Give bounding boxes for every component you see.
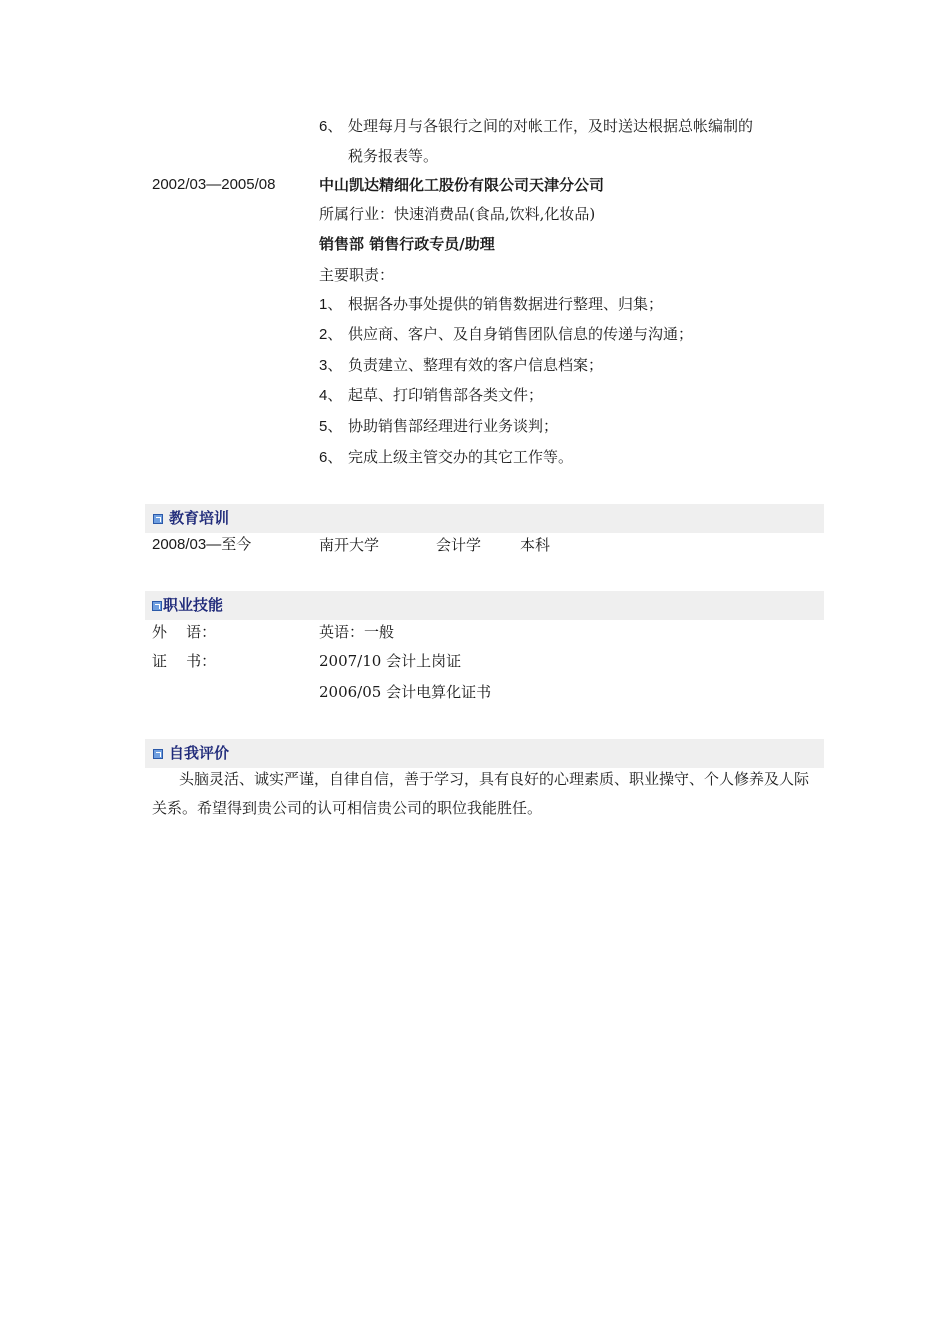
section-bullet-icon — [152, 601, 162, 611]
section-header-self-evaluation — [145, 739, 824, 768]
self-evaluation-text: 头脑灵活、诚实严谨，自律自信，善于学习，具有良好的心理素质、职业操守、个人修养及人际关系。希望得到贵公司的认可相信贵公司的职位我能胜任。 — [152, 770, 810, 817]
item-number: 2、 — [319, 326, 343, 343]
skills-certificate-label: 证 书： — [152, 652, 217, 670]
item-number: 1、 — [319, 296, 343, 313]
section-bullet-icon — [153, 749, 163, 759]
section-header-education — [145, 504, 824, 533]
item-number: 4、 — [319, 387, 343, 404]
section-title — [153, 508, 229, 528]
section-header-skills — [145, 591, 824, 620]
section-bullet-icon — [153, 514, 163, 524]
job-position: 销售部 销售行政专员/助理 — [319, 235, 495, 253]
skills-language-label: 外 语： — [152, 623, 217, 641]
item-text: 完成上级主管交办的其它工作等。 — [348, 448, 574, 466]
work-tail-item-6 — [319, 116, 753, 137]
item-number: 6、 — [319, 449, 343, 466]
job-duties-label: 主要职责： — [319, 266, 395, 284]
skills-certificate-2: 2006/05 会计电算化证书 — [319, 683, 492, 701]
duty-item — [319, 416, 558, 437]
section-title-text: 教育培训 — [169, 509, 230, 527]
item-text: 根据各办事处提供的销售数据进行整理、归集； — [348, 295, 664, 313]
section-title — [152, 595, 223, 615]
item-text: 起草、打印销售部各类文件； — [348, 386, 544, 404]
job-company: 中山凯达精细化工股份有限公司天津分公司 — [319, 176, 605, 194]
duty-item — [319, 294, 663, 315]
skills-language-value: 英语：一般 — [319, 623, 395, 641]
item-text: 负责建立、整理有效的客户信息档案； — [348, 356, 604, 374]
duty-item — [319, 385, 543, 406]
item-number: 5、 — [319, 418, 343, 435]
section-title-text: 职业技能 — [163, 596, 224, 614]
work-tail-item-6-continuation: 税务报表等。 — [348, 147, 439, 165]
item-text: 供应商、客户、及自身销售团队信息的传递与沟通； — [348, 325, 694, 343]
job-period: 2002/03—2005/08 — [152, 176, 276, 193]
job-industry: 所属行业：快速消费品(食品,饮料,化妆品) — [319, 205, 596, 223]
item-text: 处理每月与各银行之间的对帐工作，及时送达根据总帐编制的 — [348, 117, 754, 135]
education-degree: 本科 — [520, 536, 551, 554]
section-title-text: 自我评价 — [169, 744, 230, 762]
education-major: 会计学 — [436, 536, 482, 554]
item-number: 6、 — [319, 118, 343, 135]
duty-item — [319, 447, 573, 468]
item-number: 3、 — [319, 357, 343, 374]
self-evaluation-paragraph — [152, 765, 816, 823]
item-text: 协助销售部经理进行业务谈判； — [348, 417, 559, 435]
skills-certificate-1: 2007/10 会计上岗证 — [319, 652, 462, 670]
duty-item — [319, 324, 693, 345]
section-title — [153, 743, 229, 763]
duty-item — [319, 355, 603, 376]
education-school: 南开大学 — [319, 536, 380, 554]
education-period: 2008/03—至今 — [152, 536, 252, 553]
